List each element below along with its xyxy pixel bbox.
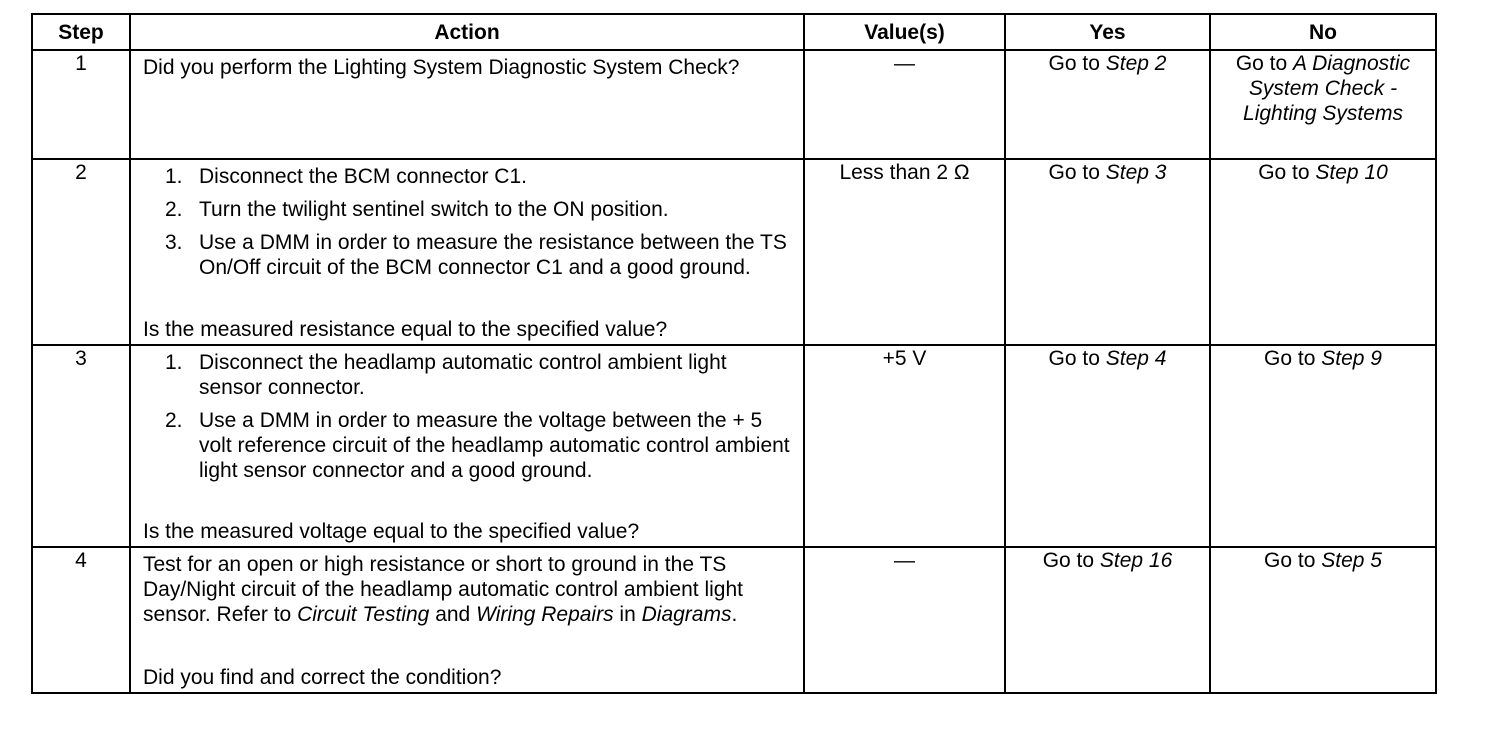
step-number: 3	[32, 345, 130, 547]
circuit-testing-link[interactable]: Circuit Testing	[297, 603, 430, 626]
yes-link[interactable]: Step 4	[1105, 347, 1167, 370]
yes-link[interactable]: Step 3	[1105, 161, 1167, 184]
yes-cell	[1005, 159, 1210, 345]
no-prefix: Go to	[1235, 52, 1294, 75]
substep-number: 1.	[165, 351, 183, 374]
action-text-part: .	[731, 603, 738, 626]
yes-link[interactable]: Step 16	[1099, 549, 1173, 572]
header-row	[32, 14, 1436, 50]
wiring-repairs-link[interactable]: Wiring Repairs	[476, 603, 614, 626]
yes-cell	[1005, 345, 1210, 547]
no-prefix: Go to	[1258, 161, 1316, 184]
header-action: Action	[130, 14, 804, 50]
substep-list	[143, 350, 793, 491]
action-text-part: Test for an open or high resistance or short to ground in the TS Day/Night circuit of the headlamp automatic control ambient light sensor. Refer to	[143, 553, 743, 626]
yes-prefix: Go to	[1048, 347, 1106, 370]
action-question: Did you find and correct the condition?	[143, 666, 502, 689]
substep-number: 3.	[165, 231, 183, 254]
action-cell	[130, 50, 804, 159]
yes-prefix: Go to	[1042, 549, 1100, 572]
step-number: 2	[32, 159, 130, 345]
header-yes: Yes	[1005, 14, 1210, 50]
no-link[interactable]: A Diagnostic System Check - Lighting Systems	[1243, 52, 1411, 125]
no-link[interactable]: Step 9	[1321, 347, 1382, 370]
action-cell	[130, 547, 804, 693]
substep-text: Use a DMM in order to measure the resistance between the TS On/Off circuit of the BCM connector C1 and a good ground.	[199, 231, 787, 279]
no-cell	[1210, 159, 1436, 345]
value-cell: +5 V	[804, 345, 1005, 547]
header-values: Value(s)	[804, 14, 1005, 50]
diagnostic-table-wrapper	[31, 13, 1437, 694]
header-step: Step	[32, 14, 130, 50]
substep-number: 1.	[165, 165, 183, 188]
substep-list	[143, 164, 793, 288]
yes-cell	[1005, 50, 1210, 159]
no-cell	[1210, 345, 1436, 547]
substep-text: Use a DMM in order to measure the voltage between the + 5 volt reference circuit of the headlamp automatic control ambient light sensor connector and a good ground.	[199, 409, 790, 482]
substep-text: Disconnect the BCM connector C1.	[199, 165, 527, 188]
value-cell: Less than 2 Ω	[804, 159, 1005, 345]
substep-text: Disconnect the headlamp automatic control ambient light sensor connector.	[199, 351, 727, 399]
yes-prefix: Go to	[1048, 52, 1106, 75]
action-cell	[130, 345, 804, 547]
no-link[interactable]: Step 10	[1315, 161, 1388, 184]
substep-number: 2.	[165, 198, 183, 221]
yes-cell	[1005, 547, 1210, 693]
substep-item	[165, 350, 793, 400]
step-number: 1	[32, 50, 130, 159]
yes-link[interactable]: Step 2	[1105, 52, 1167, 75]
diagnostic-table	[31, 13, 1437, 694]
yes-prefix: Go to	[1048, 161, 1106, 184]
table-row	[32, 345, 1436, 547]
substep-number: 2.	[165, 409, 183, 432]
substep-text: Turn the twilight sentinel switch to the ON position.	[199, 198, 669, 221]
action-cell	[130, 159, 804, 345]
value-cell: —	[804, 50, 1005, 159]
action-question: Is the measured voltage equal to the specified value?	[143, 520, 640, 543]
substep-item	[165, 230, 793, 280]
header-no: No	[1210, 14, 1436, 50]
substep-item	[165, 197, 793, 222]
no-prefix: Go to	[1264, 549, 1322, 572]
no-cell	[1210, 50, 1436, 159]
table-row	[32, 159, 1436, 345]
substep-item	[165, 408, 793, 483]
value-cell: —	[804, 547, 1005, 693]
diagrams-link[interactable]: Diagrams	[641, 603, 732, 626]
action-question: Is the measured resistance equal to the specified value?	[143, 318, 668, 341]
action-text: Did you perform the Lighting System Diagnostic System Check?	[143, 56, 740, 79]
action-text	[143, 552, 793, 627]
no-cell	[1210, 547, 1436, 693]
action-text-part: in	[613, 603, 642, 626]
no-prefix: Go to	[1264, 347, 1322, 370]
substep-item	[165, 164, 793, 189]
step-number: 4	[32, 547, 130, 693]
table-row	[32, 50, 1436, 159]
no-link[interactable]: Step 5	[1321, 549, 1382, 572]
table-row	[32, 547, 1436, 693]
action-text-part: and	[429, 603, 477, 626]
